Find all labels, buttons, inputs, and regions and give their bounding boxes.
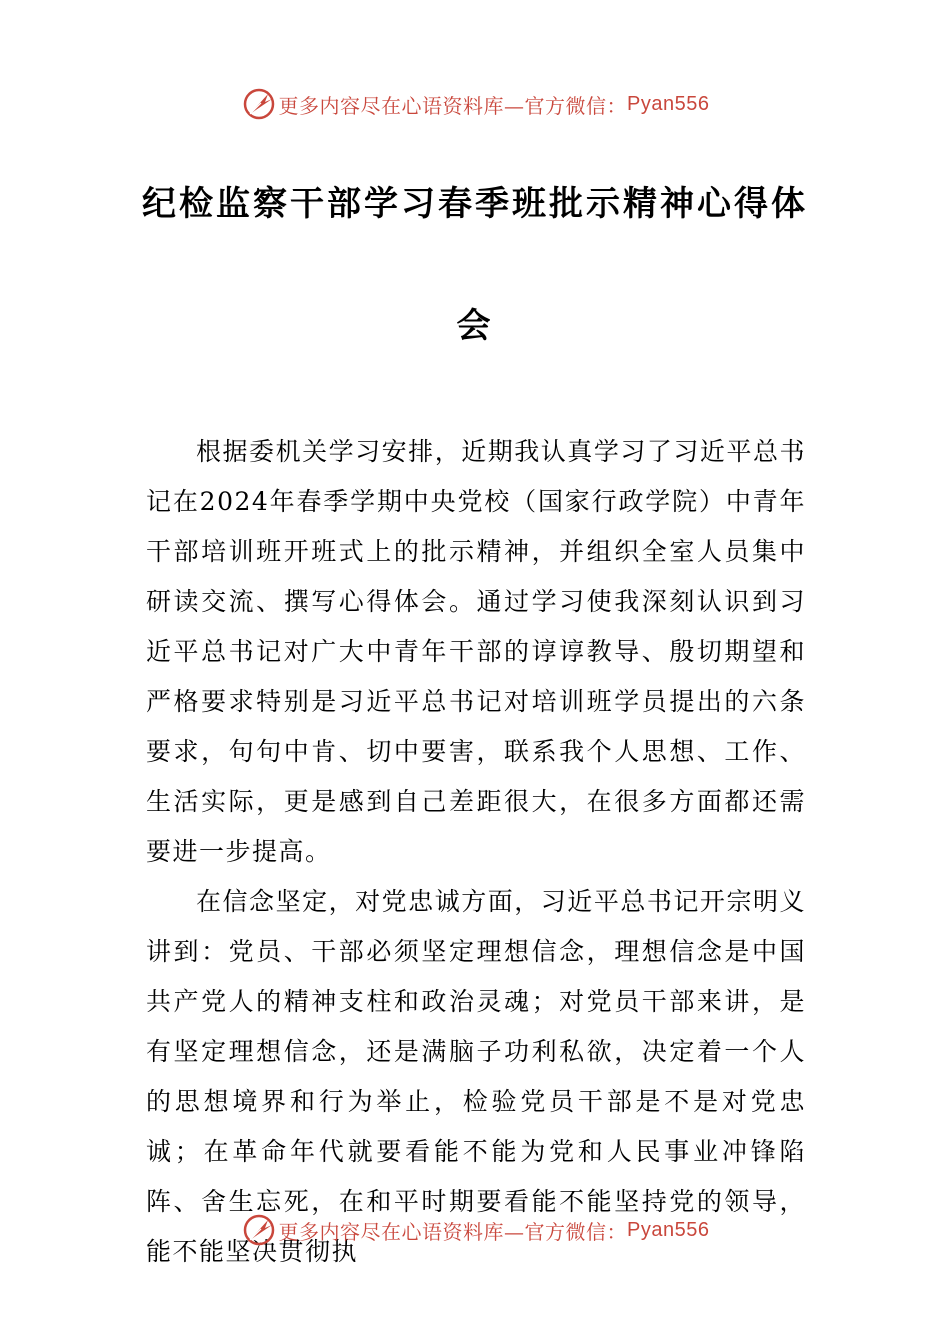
quill-logo-icon [241, 86, 277, 122]
banner-wechat-id: Pyan556 [627, 92, 710, 115]
document-body [146, 427, 806, 1277]
header-banner [0, 84, 950, 124]
banner-wechat-id: Pyan556 [627, 1218, 710, 1241]
banner-wechat-label: 官方微信： [524, 1219, 628, 1244]
footer-banner [0, 1210, 950, 1250]
paragraph-1: 根据委机关学习安排，近期我认真学习了习近平总书记在2024年春季学期中央党校（国家行政学院）中青年干部培训班开班式上的批示精神，并组织全室人员集中研读交流、撰写心得体会。通过学习使我深刻认识到习近平总书记对广大中青年干部的谆谆教导、殷切期望和严格要求特别是习近平总书记对培训班学员提出的六条要求，句句中肯、切中要害，联系我个人思想、工作、生活实际，更是感到自己差距很大，在很多方面都还需要进一步提高。 [146, 437, 806, 866]
paragraph-2: 在信念坚定，对党忠诚方面，习近平总书记开宗明义讲到：党员、干部必须坚定理想信念，理想信念是中国共产党人的精神支柱和政治灵魂；对党员干部来讲，是有坚定理想信念，还是满脑子功利私欲，决定着一个人的思想境界和行为举止，检验党员干部是不是对党忠诚；在革命年代就要看能不能为党和人民事业冲锋陷阵、舍生忘死，在和平时期要看能不能坚持党的领导，能不能坚决贯彻执 [146, 887, 806, 1266]
document-title-line-2: 会 [456, 306, 494, 346]
quill-logo-icon [241, 1212, 277, 1248]
banner-text: 更多内容尽在心语资料库— [278, 1219, 525, 1244]
banner-text: 更多内容尽在心语资料库— [278, 93, 525, 118]
banner-wechat-label: 官方微信： [524, 93, 628, 118]
document-title-line-1: 纪检监察干部学习春季班批示精神心得体 [142, 184, 808, 224]
